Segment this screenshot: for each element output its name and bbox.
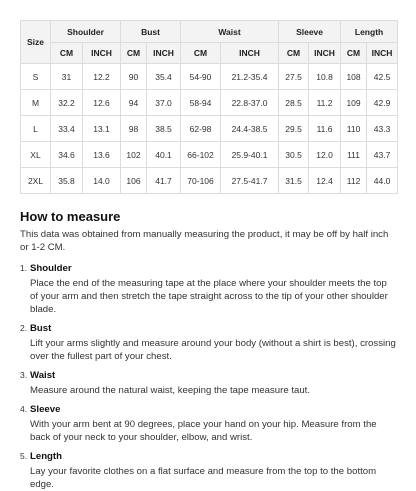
table-cell: 37.0 <box>147 90 181 116</box>
table-cell: 14.0 <box>83 168 121 194</box>
table-cell: 21.2-35.4 <box>221 64 279 90</box>
step-title: Waist <box>30 370 56 381</box>
table-cell: 12.2 <box>83 64 121 90</box>
table-cell: 43.3 <box>367 116 398 142</box>
table-cell: 111 <box>341 142 367 168</box>
table-cell: 42.9 <box>367 90 398 116</box>
unit-header-cm: CM <box>51 43 83 64</box>
step-description: Place the end of the measuring tape at the place where your shoulder meets the top of your arm and then stretch the tape straight across to the tip of your other shoulder blade. <box>30 278 388 315</box>
table-cell: 40.1 <box>147 142 181 168</box>
unit-header-cm: CM <box>121 43 147 64</box>
step-number: 4. <box>20 404 28 414</box>
unit-header-inch: INCH <box>221 43 279 64</box>
table-cell: 25.9-40.1 <box>221 142 279 168</box>
unit-header-cm: CM <box>279 43 309 64</box>
group-header-bust: Bust <box>121 21 181 43</box>
table-cell: 2XL <box>21 168 51 194</box>
table-cell: 108 <box>341 64 367 90</box>
table-cell: M <box>21 90 51 116</box>
table-cell: 31 <box>51 64 83 90</box>
table-cell: 35.4 <box>147 64 181 90</box>
table-cell: 30.5 <box>279 142 309 168</box>
step-number: 5. <box>20 451 28 461</box>
unit-header-inch: INCH <box>367 43 398 64</box>
step-title: Sleeve <box>30 404 61 415</box>
table-cell: 35.8 <box>51 168 83 194</box>
table-cell: 29.5 <box>279 116 309 142</box>
table-cell: 31.5 <box>279 168 309 194</box>
table-group-header-row <box>21 21 398 43</box>
table-row <box>21 90 398 116</box>
step-description: Lay your favorite clothes on a flat surface and measure from the top to the bottom edge. <box>30 466 377 490</box>
table-cell: 11.6 <box>309 116 341 142</box>
table-cell: 12.6 <box>83 90 121 116</box>
table-cell: 27.5-41.7 <box>221 168 279 194</box>
table-cell: 90 <box>121 64 147 90</box>
table-cell: 42.5 <box>367 64 398 90</box>
table-cell: XL <box>21 142 51 168</box>
size-header: Size <box>21 21 51 64</box>
step-head <box>20 450 397 463</box>
size-chart-table <box>20 20 398 194</box>
table-cell: 102 <box>121 142 147 168</box>
table-cell: 112 <box>341 168 367 194</box>
step-head <box>20 403 397 416</box>
group-header-length: Length <box>341 21 398 43</box>
table-cell: 62-98 <box>181 116 221 142</box>
table-cell: 54-90 <box>181 64 221 90</box>
table-cell: 58-94 <box>181 90 221 116</box>
step-description: Lift your arms slightly and measure around your body (without a shirt is best), crossing over the fullest part of your chest. <box>30 338 396 362</box>
unit-header-cm: CM <box>181 43 221 64</box>
table-cell: 44.0 <box>367 168 398 194</box>
table-row <box>21 64 398 90</box>
table-cell: 10.8 <box>309 64 341 90</box>
unit-header-inch: INCH <box>83 43 121 64</box>
how-to-measure-title: How to measure <box>20 209 121 224</box>
step-head <box>20 262 397 275</box>
table-cell: 33.4 <box>51 116 83 142</box>
table-cell: S <box>21 64 51 90</box>
table-cell: 94 <box>121 90 147 116</box>
step-number: 1. <box>20 263 28 273</box>
table-cell: L <box>21 116 51 142</box>
measure-step-waist <box>20 369 397 397</box>
table-cell: 70-106 <box>181 168 221 194</box>
step-number: 3. <box>20 370 28 380</box>
step-number: 2. <box>20 323 28 333</box>
table-cell: 13.1 <box>83 116 121 142</box>
table-cell: 13.6 <box>83 142 121 168</box>
table-cell: 38.5 <box>147 116 181 142</box>
table-cell: 110 <box>341 116 367 142</box>
table-cell: 109 <box>341 90 367 116</box>
measure-step-sleeve <box>20 403 397 444</box>
unit-header-inch: INCH <box>147 43 181 64</box>
table-cell: 28.5 <box>279 90 309 116</box>
table-cell: 66-102 <box>181 142 221 168</box>
table-cell: 24.4-38.5 <box>221 116 279 142</box>
step-title: Shoulder <box>30 263 72 274</box>
table-cell: 43.7 <box>367 142 398 168</box>
group-header-waist: Waist <box>181 21 279 43</box>
table-row <box>21 142 398 168</box>
measure-step-bust <box>20 322 397 363</box>
measure-steps-list <box>20 262 397 491</box>
measure-step-shoulder <box>20 262 397 316</box>
unit-header-cm: CM <box>341 43 367 64</box>
table-cell: 41.7 <box>147 168 181 194</box>
table-cell: 12.0 <box>309 142 341 168</box>
table-cell: 98 <box>121 116 147 142</box>
table-row <box>21 168 398 194</box>
step-description: With your arm bent at 90 degrees, place your hand on your hip. Measure from the back of your neck to your shoulder, elbow, and wrist. <box>30 419 377 443</box>
measure-step-length <box>20 450 397 491</box>
step-title: Bust <box>30 323 52 334</box>
table-row <box>21 116 398 142</box>
step-head <box>20 322 397 335</box>
unit-header-inch: INCH <box>309 43 341 64</box>
group-header-sleeve: Sleeve <box>279 21 341 43</box>
table-cell: 11.2 <box>309 90 341 116</box>
how-to-measure-intro: This data was obtained from manually measuring the product, it may be off by half inch or 1-2 CM. <box>20 229 389 253</box>
table-cell: 22.8-37.0 <box>221 90 279 116</box>
table-cell: 27.5 <box>279 64 309 90</box>
table-cell: 106 <box>121 168 147 194</box>
table-cell: 34.6 <box>51 142 83 168</box>
table-cell: 32.2 <box>51 90 83 116</box>
step-description: Measure around the natural waist, keeping the tape measure taut. <box>30 385 310 396</box>
table-unit-header-row <box>21 43 398 64</box>
step-title: Length <box>30 451 62 462</box>
table-cell: 12.4 <box>309 168 341 194</box>
step-head <box>20 369 397 382</box>
group-header-shoulder: Shoulder <box>51 21 121 43</box>
